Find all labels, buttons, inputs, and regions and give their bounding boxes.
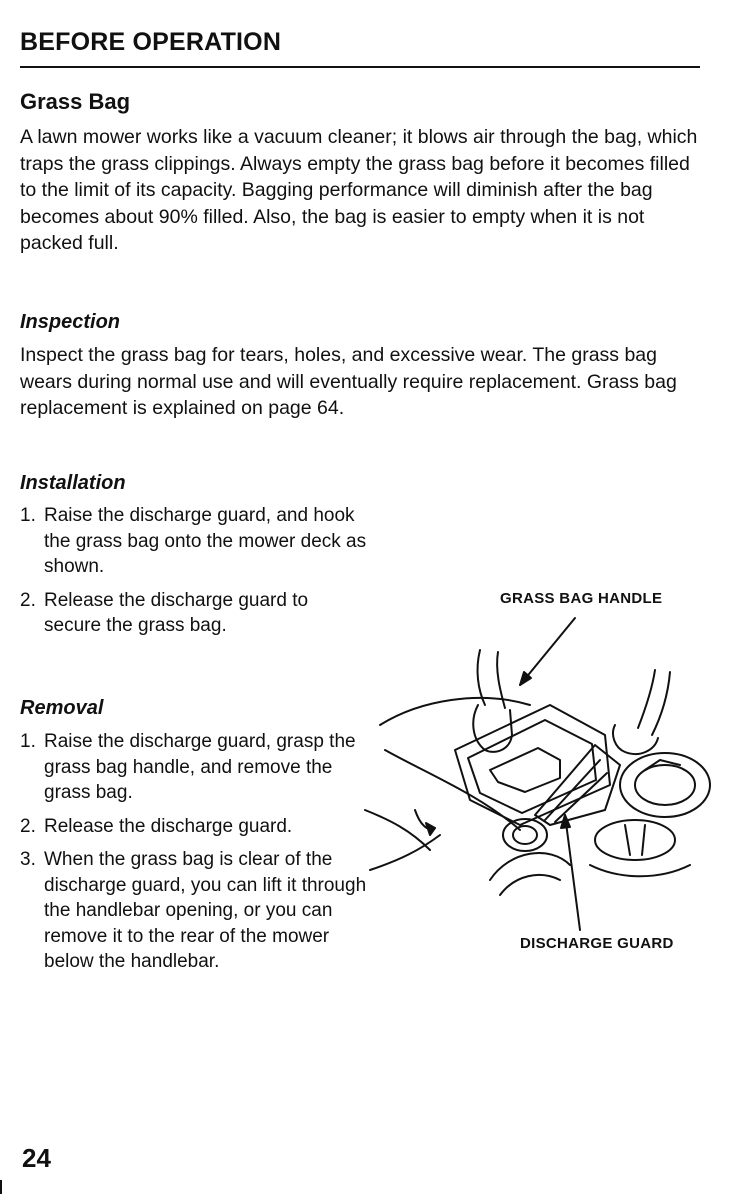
step-number: 3. [20, 849, 36, 870]
header-rule [20, 66, 700, 68]
list-item [20, 814, 370, 840]
page-number: 24 [22, 1143, 51, 1173]
step-number: 2. [20, 815, 36, 837]
mower-illustration [360, 610, 720, 955]
step-text: Release the discharge guard. [44, 815, 293, 837]
step-number: 1. [20, 505, 36, 526]
step-text: Raise the discharge guard, and hook the grass bag onto the mower deck as shown. [44, 505, 367, 577]
installation-heading: Installation [20, 472, 126, 494]
inspection-heading: Inspection [20, 311, 121, 333]
grass-bag-handle-callout: GRASS BAG HANDLE [500, 590, 663, 607]
page-header: BEFORE OPERATION [20, 28, 282, 56]
installation-steps [20, 503, 370, 647]
step-number: 1. [20, 731, 36, 752]
section-title: Grass Bag [20, 89, 131, 114]
list-item [20, 729, 370, 806]
margin-tick [0, 1180, 2, 1194]
step-text: When the grass bag is clear of the discharge guard, you can lift it through the handlebar opening, or you can remove it to the rear of the mower below the handlebar. [44, 849, 367, 972]
inspection-paragraph: Inspect the grass bag for tears, holes, and excessive wear. The grass bag wears during normal use and will eventually require replacement. Grass bag replacement is explained on page 64. [20, 344, 677, 419]
step-number: 2. [20, 589, 36, 611]
step-text: Release the discharge guard to secure the grass bag. [44, 589, 309, 636]
removal-steps [20, 729, 370, 983]
list-item [20, 503, 370, 580]
intro-paragraph: A lawn mower works like a vacuum cleaner; it blows air through the bag, which traps the grass clippings. Always empty the grass bag before it becomes filled to the limit of its capacity. Bagging performance will diminish after the bag becomes about 90% filled. Also, the bag is easier to empty when it is not packed full. [20, 126, 698, 254]
grass-bag-figure [360, 585, 720, 965]
step-text: Raise the discharge guard, grasp the grass bag handle, and remove the grass bag. [44, 731, 356, 803]
list-item [20, 847, 370, 975]
discharge-guard-callout: DISCHARGE GUARD [520, 935, 674, 952]
list-item [20, 588, 370, 639]
removal-heading: Removal [20, 697, 104, 719]
